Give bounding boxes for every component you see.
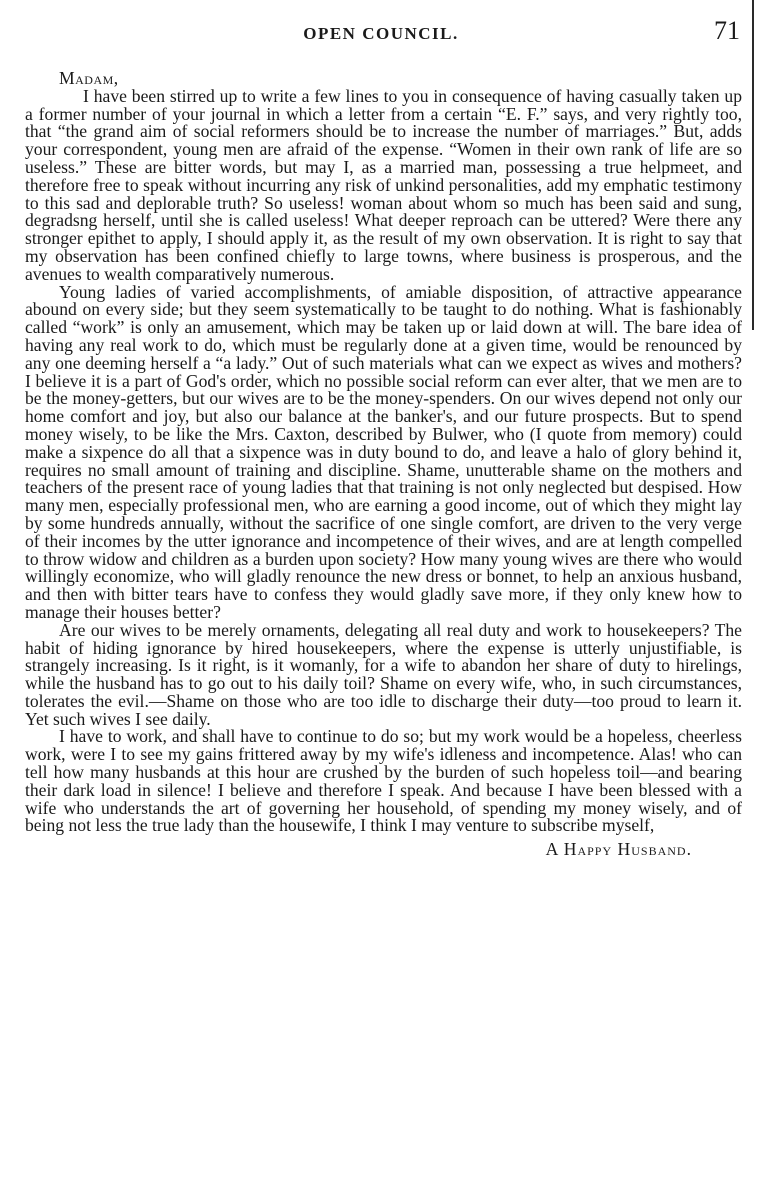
- signature: A Happy Husband.: [545, 839, 692, 860]
- paragraph-4: I have to work, and shall have to continue to do so; but my work would be a hopeless, cheerless work, were I to see my gains frittered away by my wife's idleness and incompetence. Alas! who can tell how many husbands at this hour are crushed by the burden of such hopeless toil—and bearing their dark load in silence! I believe and therefore I speak. And because I have been blessed with a wife who understands the art of governing her household, of spending my money wisely, and of being not less the true lady than the housewife, I think I may venture to subscribe myself,: [25, 726, 742, 836]
- page-header: [20, 14, 742, 54]
- paragraph-2: Young ladies of varied accomplishments, of amiable disposition, of attractive appearance abound on every side; but they seem systematically to be taught to do nothing. What is fashionably called “work” is only an amusement, which may be taken up or laid down at will. The bare idea of having any real work to do, which must be regularly done at a given time, would be renounced by any one deeming herself a “a lady.” Out of such materials what can we expect as wives and mothers? I believe it is a part of God's order, which no possible social reform can ever alter, that we men are to be the money-getters, but our wives are to be the money-spenders. On our wives depend not only our home comfort and joy, but also our balance at the banker's, and our future prospects. But to spend money wisely, to be like the Mrs. Caxton, described by Bulwer, who (I quote from memory) could make a sixpence do all that a sixpence was in duty bound to do, and leave a halo of glory behind it, requires no small amount of training and discipline. Shame, unutterable shame on the mothers and teachers of the present race of young ladies that that training is not only neglected but despised. How many men, especially professional men, who are earning a good income, out of which they might lay by some hundreds annually, without the sacrifice of one single comfort, are driven to the very verge of their incomes by the utter ignorance and incompetence of their wives, and are at length compelled to throw widow and children as a burden upon society? How many young wives are there who would willingly economize, who will gladly renounce the new dress or bonnet, to help an anxious husband, and then with bitter tears have to confess they would gladly save more, if they only knew how to manage their houses better?: [25, 281, 742, 622]
- paragraph-1: I have been stirred up to write a few lines to you in consequence of having casually taken up a former number of your journal in which a letter from a certain “E. F.” says, and very rightly too, that “the grand aim of social reformers should be to increase the number of marriages.” But, adds your correspondent, young men are afraid of the expense. “Women in their own rank of life are so useless.” These are bitter words, but may I, as a married man, possessing a true helpmeet, and therefore free to speak without incurring any risk of unkind personalities, add my emphatic testimony to this sad and deplorable truth? So useless! woman about whom so much has been said and sung, degradsng herself, until she is called useless! What deeper reproach can be uttered? Were there any stronger epithet to apply, I should apply it, as the result of my own observation. It is right to say that my observation has been confined chiefly to large towns, where business is prosperous, and the avenues to wealth comparatively numerous.: [25, 85, 742, 284]
- salutation: Madam,: [59, 68, 119, 88]
- page-number: 71: [714, 16, 740, 45]
- right-margin-rule: [752, 0, 754, 330]
- running-head: OPEN COUNCIL.: [303, 24, 459, 43]
- letter-body: [25, 70, 742, 859]
- paragraph-3: Are our wives to be merely ornaments, delegating all real duty and work to housekeepers? The habit of hiding ignorance by hired housekeepers, where the expense is utterly unjustifiable, is strangely increasing. Is it right, is it womanly, for a wife to abandon her share of duty to hirelings, while the husband has to go out to his daily toil? Shame on every wife, who, in such circumstances, tolerates the evil.—Shame on those who are too idle to discharge their duty—too proud to learn it. Yet such wives I see daily.: [25, 619, 742, 729]
